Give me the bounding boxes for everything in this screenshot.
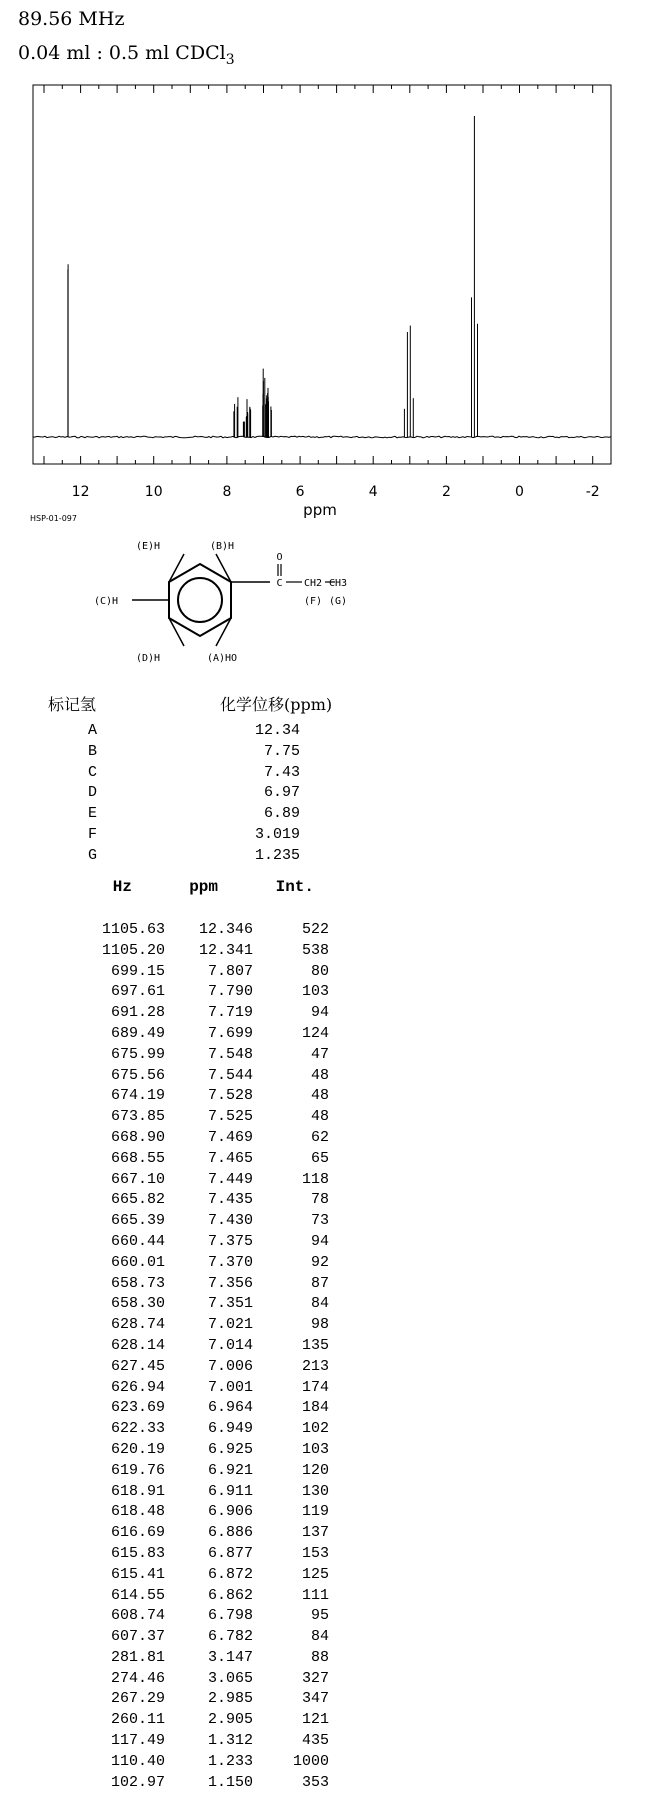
peak-hz: 675.99	[110, 1045, 165, 1063]
shift-row	[88, 825, 300, 846]
x-tick-label: 10	[144, 484, 163, 500]
peak-hz: 117.49	[110, 1732, 165, 1750]
peak-row	[40, 1586, 329, 1607]
peak-int: 95	[310, 1607, 329, 1625]
peak-int: 48	[310, 1087, 329, 1105]
peak-row	[40, 1523, 329, 1544]
shift-row	[88, 804, 300, 825]
peak-row	[40, 1315, 329, 1336]
shift-label: D	[88, 784, 98, 802]
peak-int: 94	[310, 1004, 329, 1022]
peak-int: 347	[301, 1690, 329, 1708]
peak-hz: 626.94	[110, 1378, 165, 1396]
peak-row	[40, 1294, 329, 1315]
x-tick-label: -2	[585, 484, 600, 500]
peak-int: 124	[301, 1024, 329, 1042]
peak-hz: 618.91	[110, 1482, 165, 1500]
peak-ppm: 2.905	[207, 1711, 253, 1729]
molecule-structure	[50, 530, 348, 670]
peak-hz: 691.28	[110, 1004, 165, 1022]
peak-hz: 668.55	[110, 1149, 165, 1167]
x-tick-label: 12	[71, 484, 90, 500]
peak-row	[40, 1024, 329, 1045]
label-d-h: (D)H	[135, 653, 161, 664]
peak-ppm: 6.798	[207, 1607, 253, 1625]
peak-row	[40, 1170, 329, 1191]
peak-ppm: 7.465	[207, 1149, 253, 1167]
peak-row	[40, 1253, 329, 1274]
peak-int: 94	[310, 1232, 329, 1250]
label-ch2: CH2	[303, 578, 323, 589]
peak-table-header	[40, 878, 314, 896]
peak-int: 78	[310, 1191, 329, 1209]
peak-hz: 660.44	[110, 1232, 165, 1250]
peak-int: 65	[310, 1149, 329, 1167]
peak-int: 353	[301, 1773, 329, 1791]
peak-ppm: 6.877	[207, 1544, 253, 1562]
peak-hz: 615.83	[110, 1544, 165, 1562]
x-tick-label: 8	[222, 484, 232, 500]
peak-ppm: 7.375	[207, 1232, 253, 1250]
peak-int: 130	[301, 1482, 329, 1500]
shift-row	[88, 846, 300, 867]
peak-ppm: 6.862	[207, 1586, 253, 1604]
peak-hz: 620.19	[110, 1440, 165, 1458]
peak-ppm: 7.430	[207, 1212, 253, 1230]
peak-int: 522	[301, 921, 329, 938]
peak-row	[40, 1190, 329, 1211]
peak-ppm: 3.147	[207, 1648, 253, 1666]
peak-int: 48	[310, 1066, 329, 1084]
peak-ppm: 7.699	[207, 1024, 253, 1042]
shift-label: F	[88, 825, 98, 843]
peak-int: 102	[301, 1420, 329, 1438]
peak-ppm: 7.449	[207, 1170, 253, 1188]
shift-value: 12.34	[254, 722, 300, 739]
label-b-h: (B)H	[209, 541, 235, 552]
peak-row	[40, 1336, 329, 1357]
peak-hz: 614.55	[110, 1586, 165, 1604]
x-axis-label: ppm	[303, 501, 337, 519]
peak-hz: 627.45	[110, 1357, 165, 1375]
peak-ppm: 7.370	[207, 1253, 253, 1271]
peak-int: 103	[301, 1440, 329, 1458]
peak-int: 538	[301, 941, 329, 959]
label-oxygen: O	[276, 552, 283, 563]
peak-hz: 675.56	[110, 1066, 165, 1084]
peak-int: 121	[301, 1711, 329, 1729]
peak-row	[40, 982, 329, 1003]
peak-hz: 665.82	[110, 1191, 165, 1209]
peak-hz: 673.85	[110, 1108, 165, 1126]
peak-int: 213	[301, 1357, 329, 1375]
peak-int: 125	[301, 1565, 329, 1583]
peak-hz: 660.01	[110, 1253, 165, 1271]
label-e-h: (E)H	[135, 541, 161, 552]
shift-row	[88, 721, 300, 742]
nmr-spectrum-chart	[0, 0, 652, 520]
peak-row	[40, 1440, 329, 1461]
peak-ppm: 7.001	[207, 1378, 253, 1396]
peak-ppm: 6.949	[207, 1420, 253, 1438]
shift-table-header-hydrogen: 标记氢	[48, 695, 97, 714]
peak-row	[40, 1461, 329, 1482]
sample-subscript: 3	[225, 52, 235, 68]
spectrometer-frequency: 89.56 MHz	[18, 8, 125, 30]
peak-hz: 623.69	[110, 1399, 165, 1417]
peak-row	[40, 1274, 329, 1295]
peak-ppm: 7.469	[207, 1128, 253, 1146]
peak-int: 87	[310, 1274, 329, 1292]
peak-row	[40, 1107, 329, 1128]
peak-hz: 667.10	[110, 1170, 165, 1188]
plot-frame	[33, 85, 611, 464]
peak-int: 119	[301, 1503, 329, 1521]
peak-row	[40, 941, 329, 962]
peak-ppm: 7.807	[207, 962, 253, 980]
shift-value: 1.235	[254, 846, 300, 864]
peak-row	[40, 1419, 329, 1440]
shift-value: 7.43	[263, 763, 300, 781]
peak-hz: 274.46	[110, 1669, 165, 1687]
peak-row	[40, 1003, 329, 1024]
peak-hz: 658.73	[110, 1274, 165, 1292]
peak-lines	[68, 116, 478, 437]
x-tick-label: 2	[441, 484, 451, 500]
peak-ppm: 6.911	[207, 1482, 253, 1500]
peak-ppm: 2.985	[207, 1690, 253, 1708]
peak-ppm: 6.925	[207, 1440, 253, 1458]
peak-int: 120	[301, 1461, 329, 1479]
peak-ppm: 6.906	[207, 1503, 253, 1521]
peak-int: 47	[310, 1045, 329, 1063]
peak-int: 137	[301, 1524, 329, 1542]
peak-int: 73	[310, 1212, 329, 1230]
peak-ppm: 12.341	[198, 941, 253, 959]
peak-row	[40, 1669, 329, 1690]
peak-ppm: 7.006	[207, 1357, 253, 1375]
x-tick-label: 6	[295, 484, 305, 500]
peak-row	[40, 1066, 329, 1087]
peak-int: 98	[310, 1316, 329, 1334]
peak-int: 135	[301, 1336, 329, 1354]
peak-int: 88	[310, 1648, 329, 1666]
shift-label: E	[88, 805, 98, 823]
peak-hz: 608.74	[110, 1607, 165, 1625]
peak-ppm: 7.544	[207, 1066, 253, 1084]
peak-row	[40, 1648, 329, 1669]
peak-ppm: 6.964	[207, 1399, 253, 1417]
peak-hz: 267.29	[110, 1690, 165, 1708]
peak-hz: 697.61	[110, 983, 165, 1001]
peak-ppm: 7.528	[207, 1087, 253, 1105]
peak-ppm: 7.548	[207, 1045, 253, 1063]
peak-int: 327	[301, 1669, 329, 1687]
peak-hz: 699.15	[110, 962, 165, 980]
peak-row	[40, 1232, 329, 1253]
peak-row	[40, 1710, 329, 1731]
peak-ppm: 7.525	[207, 1108, 253, 1126]
peak-int: 84	[310, 1628, 329, 1646]
shift-table	[88, 721, 300, 867]
shift-value: 6.97	[263, 784, 300, 802]
peak-ppm: 6.782	[207, 1628, 253, 1646]
peak-ppm: 7.014	[207, 1336, 253, 1354]
peak-hz: 674.19	[110, 1087, 165, 1105]
peak-ppm: 7.351	[207, 1295, 253, 1313]
peak-hz: 628.14	[110, 1336, 165, 1354]
peak-ppm: 1.233	[207, 1752, 253, 1770]
shift-label: G	[88, 846, 98, 864]
peak-ppm: 6.872	[207, 1565, 253, 1583]
peak-row	[40, 1211, 329, 1232]
peak-ppm: 7.356	[207, 1274, 253, 1292]
peak-hz: 658.30	[110, 1295, 165, 1313]
peak-row	[40, 1773, 329, 1794]
spectrum-baseline	[33, 436, 611, 438]
peak-int: 80	[310, 962, 329, 980]
peak-row	[40, 1606, 329, 1627]
peak-int: 174	[301, 1378, 329, 1396]
peak-int: 111	[301, 1586, 329, 1604]
peak-row	[40, 1086, 329, 1107]
label-f: (F)	[303, 596, 323, 607]
peak-ppm: 12.346	[198, 921, 253, 938]
peak-hz: 619.76	[110, 1461, 165, 1479]
peak-row	[40, 1731, 329, 1752]
peak-int: 435	[301, 1732, 329, 1750]
peak-ppm: 6.886	[207, 1524, 253, 1542]
peak-int: 184	[301, 1399, 329, 1417]
peak-int: 103	[301, 983, 329, 1001]
peak-row	[40, 1544, 329, 1565]
peak-row	[40, 962, 329, 983]
peak-row	[40, 1398, 329, 1419]
peak-row	[40, 1378, 329, 1399]
peak-row	[40, 1149, 329, 1170]
peak-hz: 668.90	[110, 1128, 165, 1146]
shift-row	[88, 783, 300, 804]
peak-hz: 689.49	[110, 1024, 165, 1042]
peak-hz: 1105.63	[101, 921, 165, 938]
peak-int: 62	[310, 1128, 329, 1146]
shift-value: 3.019	[254, 825, 300, 843]
sample-text: 0.04 ml : 0.5 ml CDCl	[18, 42, 226, 64]
shift-label: B	[88, 742, 98, 760]
peak-hz: 260.11	[110, 1711, 165, 1729]
peak-ppm: 3.065	[207, 1669, 253, 1687]
label-a-ho: (A)HO	[206, 653, 238, 664]
peak-hz: 110.40	[110, 1752, 165, 1770]
peak-row	[40, 1565, 329, 1586]
peak-ppm: 7.790	[207, 983, 253, 1001]
peak-row	[40, 1627, 329, 1648]
shift-table-header-shift: 化学位移(ppm)	[220, 695, 333, 714]
peak-int: 1000	[292, 1752, 329, 1770]
shift-row	[88, 742, 300, 763]
peak-ppm: 1.150	[207, 1773, 253, 1791]
peak-header-int: Int.	[275, 878, 314, 896]
peak-hz: 665.39	[110, 1212, 165, 1230]
peak-row	[40, 1045, 329, 1066]
peak-hz: 607.37	[110, 1628, 165, 1646]
peak-row	[40, 1752, 329, 1773]
shift-row	[88, 763, 300, 784]
peak-row	[40, 920, 329, 941]
peak-hz: 628.74	[110, 1316, 165, 1334]
peak-hz: 618.48	[110, 1503, 165, 1521]
peak-row	[40, 1357, 329, 1378]
x-tick-label: 0	[515, 484, 524, 500]
peak-int: 48	[310, 1108, 329, 1126]
label-c-h: (C)H	[93, 596, 119, 607]
peak-hz: 102.97	[110, 1773, 165, 1791]
shift-label: C	[88, 763, 98, 781]
peak-ppm: 1.312	[207, 1732, 253, 1750]
peak-hz: 622.33	[110, 1420, 165, 1438]
peak-ppm: 6.921	[207, 1461, 253, 1479]
peak-header-ppm: ppm	[189, 878, 218, 896]
peak-int: 153	[301, 1544, 329, 1562]
label-g: (G)	[328, 596, 348, 607]
peak-int: 92	[310, 1253, 329, 1271]
shift-value: 7.75	[263, 742, 300, 760]
peak-int: 84	[310, 1295, 329, 1313]
shift-value: 6.89	[263, 805, 300, 823]
peak-ppm: 7.021	[207, 1316, 253, 1334]
spectrum-code: HSP-01-097	[30, 514, 77, 523]
peak-hz: 616.69	[110, 1524, 165, 1542]
label-ch3: CH3	[328, 578, 347, 589]
peak-hz: 1105.20	[101, 941, 165, 959]
x-tick-label: 4	[368, 484, 378, 500]
label-carbonyl-carbon: C	[276, 578, 283, 589]
peak-row	[40, 1128, 329, 1149]
peak-row	[40, 1482, 329, 1503]
peak-ppm: 7.435	[207, 1191, 253, 1209]
peak-ppm: 7.719	[207, 1004, 253, 1022]
peak-row	[40, 1689, 329, 1710]
peak-row	[40, 1502, 329, 1523]
peak-hz: 281.81	[110, 1648, 165, 1666]
peak-hz: 615.41	[110, 1565, 165, 1583]
peak-int: 118	[301, 1170, 329, 1188]
peak-header-hz: Hz	[112, 878, 132, 896]
aromatic-circle	[178, 578, 222, 622]
peak-table	[40, 920, 329, 1793]
shift-label: A	[88, 722, 98, 739]
